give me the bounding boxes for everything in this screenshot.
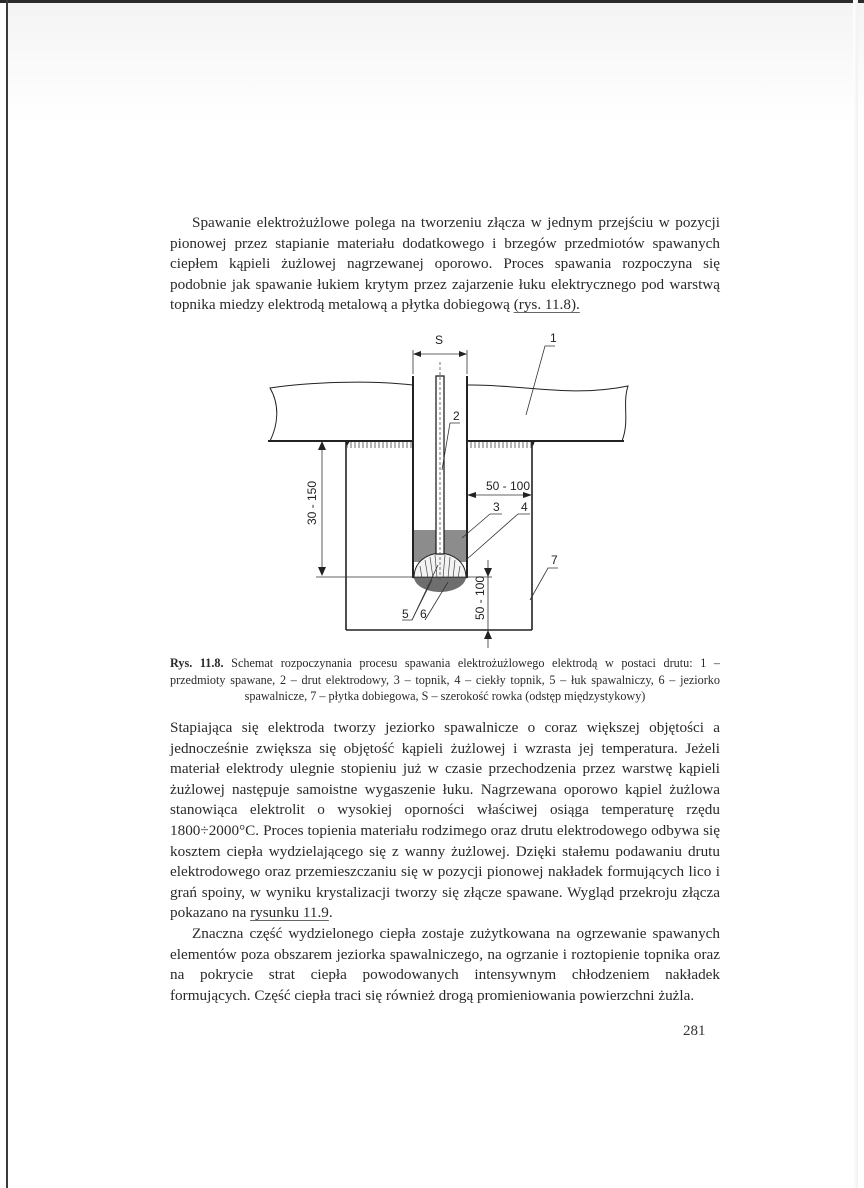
- paragraph-text-tail: .: [328, 904, 333, 922]
- paragraph-text: Stapiająca się elektroda tworzy jeziorko spawalnicze o coraz większej objętości a jednocześnie zwiększa się objętość kąpieli żużlowej i wzrasta jej temperatura. Jeżeli materiał elektrody ulegnie stopieniu już w czasie przechodzenia przez warstwę kąpieli żużlowej następuje samoistne wygaszenie łuku. Nagrzewana oporowo kąpiel żużlowa stanowiąca elektrolit o wysokiej oporności właściwej osiąga temperaturę rzędu 1800÷2000°C. Proces topienia materiału rodzimego oraz drutu elektrodowego odbywa się kosztem ciepła wydzielającego się z wanny żużlowej. Dzięki stałemu podawaniu drutu elektrodowego oraz przemieszczaniu się w pozycji pionowej nakładek formujących lico i grań spoiny, w wyniku krystalizacji tworzy się złącze spawane. Wygląd przekroju złącza pokazano na: [170, 719, 720, 922]
- paragraph-text: Spawanie elektrożużlowe polega na tworzeniu złącza w jednym przejściu w pozycji pionowej przez stapianie materiału dodatkowego i brzegów przedmiotów spawanych ciepłem kąpieli żużlowej nagrzewanej oporowo. Proces spawania rozpoczyna się podobnie jak spawanie łukiem krytym przez zajarzenie łuku elektrycznego pod warstwą topnika miedzy elektrodą metalową a płytka dobiegową: [170, 214, 720, 314]
- label-7: 7: [551, 553, 558, 567]
- paragraph-heat: [170, 924, 720, 1006]
- scan-top-border: [0, 0, 864, 3]
- width-dimension: [467, 479, 532, 498]
- scan-shading: [8, 3, 864, 123]
- figure-reference-link[interactable]: rysunku 11.9: [250, 904, 329, 922]
- paragraph-text: Znaczna część wydzielonego ciepła zostaje zużytkowana na ogrzewanie spawanych elementów poza obszarem jeziorka spawalniczego, na ogrzanie i roztopienie topnika oraz na pokrycie strat ciepła powodowanych intensywnym chłodzeniem nakładek formujących. Część ciepła traci się również drogą promieniowania powierzchni żużla.: [170, 925, 720, 1004]
- label-4: 4: [521, 500, 528, 514]
- label-6: 6: [420, 607, 427, 621]
- label-dim-depth: 50 - 100: [473, 575, 487, 620]
- schematic-diagram: [250, 330, 650, 650]
- label-3: 3: [493, 500, 500, 514]
- paragraph-process: [170, 718, 720, 924]
- caption-text: Schemat rozpoczynania procesu spawania elektrożużlowego elektrodą w postaci drutu: 1 – przedmioty spawane, 2 – drut elektrodowy, 3 – topnik, 4 – ciekły topnik, 5 – łuk spawalniczy, 6 – jeziorko spawalnicze, 7 – płytka dobiegowa, S – szerokość rowka (odstęp międzystykowy): [170, 656, 721, 704]
- electrode-wire: [436, 362, 444, 580]
- caption-label: Rys. 11.8.: [170, 656, 224, 670]
- label-1: 1: [550, 331, 557, 345]
- figure-reference-link[interactable]: (rys. 11.8).: [513, 296, 580, 314]
- figure-caption: [170, 655, 720, 705]
- paragraph-intro: [170, 213, 720, 316]
- figure-electroslag-welding-schematic: [250, 330, 650, 650]
- label-gap-s: S: [435, 333, 444, 347]
- label-2: 2: [453, 409, 460, 423]
- scan-right-edge: [853, 0, 858, 1188]
- label-5: 5: [402, 607, 409, 621]
- page-number: 281: [683, 1023, 706, 1039]
- scan-left-border: [6, 0, 8, 1188]
- label-dim-height: 30 - 150: [305, 480, 319, 525]
- depth-dimension: [473, 560, 492, 648]
- label-dim-width: 50 - 100: [486, 479, 531, 493]
